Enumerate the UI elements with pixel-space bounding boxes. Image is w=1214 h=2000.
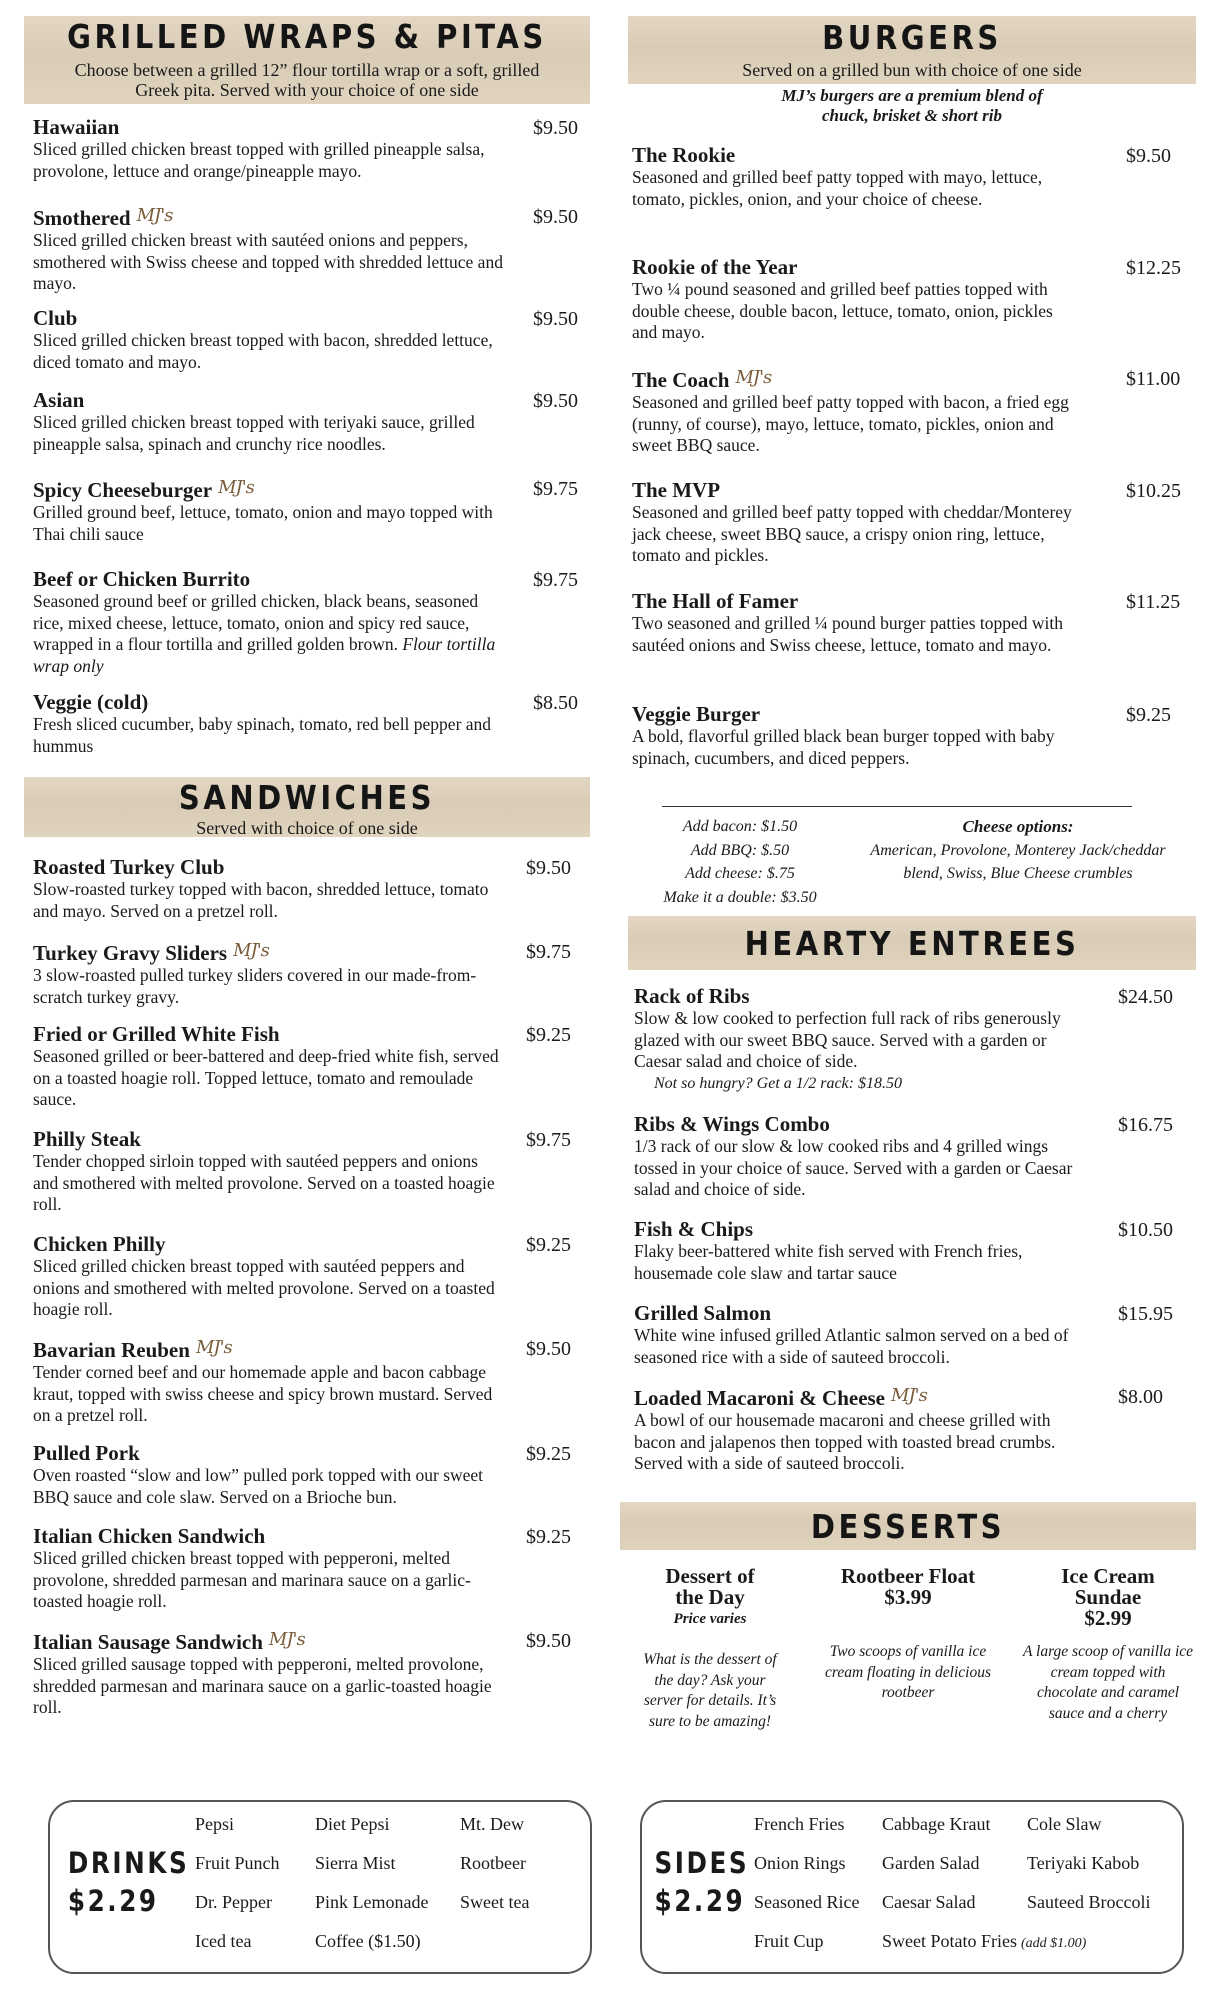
item-description-text: Sliced grilled chicken breast topped with teriyaki sauce, grilled pineapple salsa, spinach and crunchy rice noodles. [33, 412, 475, 454]
item-description-text: Slow & low cooked to perfection full rack of ribs generously glazed with our sweet BBQ sauce. Served with a garden or Caesar salad and choice of side. [634, 1008, 1061, 1071]
item-name-text: Rack of Ribs [634, 984, 750, 1008]
menu-item [33, 1023, 503, 1111]
item-name-text: The Rookie [632, 143, 736, 167]
addon-cheese: Add cheese: $.75 [685, 865, 795, 882]
side-item [882, 1892, 975, 1913]
signature-mark-icon: MJ's [268, 1629, 305, 1650]
menu-item [33, 1629, 503, 1719]
item-description [33, 591, 503, 677]
grid-item-label: Iced tea [195, 1931, 252, 1951]
item-name-text: Loaded Macaroni & Cheese [634, 1386, 886, 1410]
item-name [632, 703, 1072, 725]
dessert-description: What is the dessert of the day? Ask your server for details. It’s sure to be amazing! [643, 1651, 777, 1730]
item-note: Not so hungry? Get a 1/2 rack: $18.50 [654, 1074, 902, 1092]
item-name-text: Italian Sausage Sandwich [33, 1630, 263, 1654]
drink-item [315, 1892, 428, 1913]
dessert-price: Price varies [673, 1611, 747, 1627]
drink-item [315, 1814, 390, 1835]
item-price: $9.25 [1126, 704, 1171, 726]
grid-item-label: Mt. Dew [460, 1814, 524, 1834]
menu-item [632, 703, 1072, 769]
item-description-text: 3 slow-roasted pulled turkey sliders covered in our made-from-scratch turkey gravy. [33, 965, 477, 1007]
dessert-name-line2: $3.99 [884, 1585, 932, 1609]
grid-item-label: Sweet Potato Fries [882, 1931, 1017, 1951]
item-name [33, 389, 503, 411]
menu-item [632, 256, 1072, 344]
item-name [33, 1337, 503, 1361]
item-name-text: Fried or Grilled White Fish [33, 1022, 280, 1046]
item-price: $9.25 [526, 1234, 571, 1256]
item-description [33, 1362, 503, 1427]
grid-item-label: Dr. Pepper [195, 1892, 272, 1912]
cheese-options-line2: blend, Swiss, Blue Cheese crumbles [903, 865, 1133, 882]
item-description-text: Slow-roasted turkey topped with bacon, shredded lettuce, tomato and mayo. Served on a pretzel roll. [33, 879, 489, 921]
item-name-text: Roasted Turkey Club [33, 855, 225, 879]
item-name [33, 1023, 503, 1045]
item-description-text: Grilled ground beef, lettuce, tomato, onion and mayo topped with Thai chili sauce [33, 502, 493, 544]
item-description-text: Seasoned and grilled beef patty topped with bacon, a fried egg (runny, of course), mayo, lettuce, tomato, pickles, onion and sweet BBQ sauce. [632, 392, 1069, 455]
item-description-text: Sliced grilled chicken breast topped with grilled pineapple salsa, provolone, lettuce and orange/pineapple mayo. [33, 139, 485, 181]
entrees-title: HEARTY ENTREES [744, 924, 1080, 963]
item-price: $10.50 [1118, 1219, 1173, 1241]
item-name-text: The Hall of Famer [632, 589, 799, 613]
side-item [882, 1814, 990, 1835]
item-description-text: Tender chopped sirloin topped with sautéed peppers and onions and smothered with melted provolone. Served on a toasted hoagie roll. [33, 1151, 495, 1214]
item-price: $9.50 [533, 206, 578, 228]
item-name [33, 307, 503, 329]
item-name-text: Chicken Philly [33, 1232, 166, 1256]
item-price: $9.50 [526, 857, 571, 879]
item-description [33, 1151, 503, 1216]
dessert-of-the-day [630, 1566, 790, 1732]
addon-double: Make it a double: $3.50 [663, 888, 817, 906]
drink-item [195, 1814, 234, 1835]
burgers-banner [628, 16, 1196, 84]
drink-item [460, 1892, 529, 1913]
item-name-text: Ribs & Wings Combo [634, 1112, 830, 1136]
addons-divider [662, 806, 1132, 807]
item-price: $9.75 [526, 941, 571, 963]
drinks-price: $2.29 [67, 1884, 159, 1918]
side-item [1027, 1892, 1150, 1913]
item-note: Flour tortilla wrap only [33, 634, 496, 676]
item-name [632, 590, 1072, 612]
item-name [634, 1385, 1094, 1409]
item-price: $9.75 [533, 569, 578, 591]
grid-item-label: Sweet tea [460, 1892, 530, 1912]
item-price: $9.50 [533, 308, 578, 330]
side-item [882, 1931, 1086, 1952]
menu-item [33, 477, 503, 545]
item-name-text: Philly Steak [33, 1127, 141, 1151]
item-description [634, 1008, 1094, 1073]
entrees-banner [628, 916, 1196, 970]
item-description [33, 502, 503, 545]
item-description [33, 879, 503, 922]
item-name [632, 367, 1072, 391]
burgers-title: BURGERS [822, 18, 1002, 57]
menu-item [634, 985, 1094, 1093]
menu-item [632, 590, 1072, 656]
item-description-text: Sliced grilled chicken breast topped with bacon, shredded lettuce, diced tomato and mayo. [33, 330, 493, 372]
item-price: $9.25 [526, 1024, 571, 1046]
drink-item [195, 1892, 272, 1913]
item-price: $12.25 [1126, 257, 1181, 279]
item-name [634, 1302, 1094, 1324]
item-name-text: Turkey Gravy Sliders [33, 941, 228, 965]
grid-item-label: Fruit Punch [195, 1853, 280, 1873]
item-description-text: White wine infused grilled Atlantic salmon served on a bed of seasoned rice with a side of sauteed broccoli. [634, 1325, 1069, 1367]
item-description [634, 1410, 1094, 1475]
item-name [632, 256, 1072, 278]
item-description-text: Fresh sliced cucumber, baby spinach, tomato, red bell pepper and hummus [33, 714, 492, 756]
item-description [33, 1654, 503, 1719]
signature-mark-icon: MJ's [233, 940, 269, 961]
side-item [754, 1892, 859, 1913]
drinks-title: DRINKS [67, 1846, 190, 1880]
menu-item [33, 1525, 503, 1613]
burgers-subtitle: Served on a grilled bun with choice of one side [742, 60, 1082, 80]
grid-item-label: Pink Lemonade [315, 1892, 429, 1912]
item-description-text: Sliced grilled chicken breast topped with sautéed peppers and onions and smothered with melted provolone. Served on a toasted hoagie roll. [33, 1256, 495, 1319]
addons-list [640, 815, 840, 909]
dessert-name-line1: Rootbeer Float [840, 1564, 976, 1588]
grid-item-label: Cabbage Kraut [882, 1814, 991, 1834]
desserts-banner [620, 1502, 1196, 1550]
cheese-options [838, 815, 1198, 886]
desserts-title: DESSERTS [810, 1507, 1006, 1546]
drink-item [315, 1853, 396, 1874]
item-name [632, 479, 1072, 501]
grid-item-label: Onion Rings [754, 1853, 846, 1873]
menu-item [33, 1233, 503, 1321]
drink-item [195, 1853, 280, 1874]
item-description [33, 965, 503, 1008]
item-description [634, 1325, 1094, 1368]
item-name [634, 985, 1094, 1007]
item-price: $9.50 [533, 117, 578, 139]
item-description-text: Seasoned and grilled beef patty topped with cheddar/Monterey jack cheese, sweet BBQ sauce, a crispy onion ring, lettuce, tomato and pickles. [632, 502, 1072, 565]
item-name-text: Club [33, 306, 78, 330]
item-price: $16.75 [1118, 1114, 1173, 1136]
item-description-text: Two ¼ pound seasoned and grilled beef patties topped with double cheese, double bacon, lettuce, tomato, onion, pickles and mayo. [632, 279, 1053, 342]
item-price: $11.25 [1126, 591, 1181, 613]
item-description [632, 502, 1072, 567]
item-name [33, 940, 503, 964]
item-name-text: Grilled Salmon [634, 1301, 772, 1325]
item-price: $9.75 [526, 1129, 571, 1151]
item-description-text: Sliced grilled sausage topped with pepperoni, melted provolone, shredded parmesan and marinara sauce on a garlic-toasted hoagie roll. [33, 1654, 492, 1717]
dessert-name-line2: the Day [675, 1585, 745, 1609]
item-price: $9.50 [526, 1338, 571, 1360]
item-name [33, 1128, 503, 1150]
cheese-options-title: Cheese options: [962, 817, 1074, 836]
menu-item [632, 367, 1072, 457]
item-name [33, 477, 503, 501]
side-item [754, 1853, 846, 1874]
item-name [33, 1525, 503, 1547]
side-item [754, 1814, 844, 1835]
item-name [634, 1218, 1094, 1240]
ice-cream-sundae [1016, 1566, 1200, 1724]
grid-item-label: Diet Pepsi [315, 1814, 390, 1834]
dessert-name-line1: Ice Cream [1061, 1564, 1155, 1588]
item-description [632, 392, 1072, 457]
grid-item-label: Rootbeer [460, 1853, 526, 1873]
item-name [33, 205, 503, 229]
item-price: $8.50 [533, 692, 578, 714]
item-description-text: Flaky beer-battered white fish served with French fries, housemade cole slaw and tartar sauce [634, 1241, 1023, 1283]
dessert-description: Two scoops of vanilla ice cream floating in delicious rootbeer [824, 1643, 992, 1701]
menu-item [33, 691, 503, 757]
burgers-blend-line1: MJ’s burgers are a premium blend of [781, 86, 1043, 105]
item-name [33, 856, 503, 878]
item-price: $9.50 [533, 390, 578, 412]
menu-item [632, 479, 1072, 567]
item-description [33, 1046, 503, 1111]
sides-price: $2.29 [654, 1884, 746, 1918]
grid-item-label: Cole Slaw [1027, 1814, 1102, 1834]
side-item [754, 1931, 824, 1952]
rootbeer-float [808, 1566, 1008, 1704]
grid-item-label: Garden Salad [882, 1853, 980, 1873]
item-description-text: Tender corned beef and our homemade apple and bacon cabbage kraut, topped with swiss cheese and spicy brown mustard. Served on a pretzel roll. [33, 1362, 493, 1425]
item-description-text: Sliced grilled chicken breast with sautéed onions and peppers, smothered with Swiss cheese and topped with shredded lettuce and mayo. [33, 230, 503, 293]
grid-item-label: Seasoned Rice [754, 1892, 860, 1912]
signature-mark-icon: MJ's [735, 367, 772, 388]
addon-bbq: Add BBQ: $.50 [690, 841, 790, 859]
drink-item [315, 1931, 421, 1952]
item-description [632, 726, 1072, 769]
item-description [634, 1136, 1094, 1201]
item-name-text: Bavarian Reuben [33, 1338, 190, 1362]
sandwiches-banner [24, 777, 590, 837]
item-price: $9.25 [526, 1526, 571, 1548]
menu-item [33, 1337, 503, 1427]
item-price: $8.00 [1118, 1386, 1163, 1408]
item-name-text: Veggie Burger [632, 702, 761, 726]
cheese-options-line1: American, Provolone, Monterey Jack/cheddar [870, 841, 1166, 859]
item-name-text: Italian Chicken Sandwich [33, 1524, 266, 1548]
item-name [33, 1442, 503, 1464]
grid-item-label: French Fries [754, 1814, 845, 1834]
item-name-text: Smothered [33, 206, 131, 230]
grid-item-label: Fruit Cup [754, 1931, 824, 1951]
menu-item [33, 205, 503, 295]
item-name-text: Pulled Pork [33, 1441, 140, 1465]
item-description-text: 1/3 rack of our slow & low cooked ribs and 4 grilled wings tossed in your choice of sauce. Served with a garden or Caesar salad and choice of side. [634, 1136, 1073, 1199]
item-name-text: Asian [33, 388, 85, 412]
item-name-text: The Coach [632, 368, 730, 392]
signature-mark-icon: MJ's [218, 477, 254, 498]
item-name-text: Rookie of the Year [632, 255, 798, 279]
sandwiches-title: SANDWICHES [178, 778, 436, 817]
item-description [33, 1256, 503, 1321]
dessert-description: A large scoop of vanilla ice cream topped with chocolate and caramel sauce and a cherry [1022, 1643, 1194, 1722]
item-price: $10.25 [1126, 480, 1181, 502]
item-name-text: Hawaiian [33, 115, 120, 139]
item-description [634, 1241, 1094, 1284]
item-price: $15.95 [1118, 1303, 1173, 1325]
dessert-price: $2.99 [1084, 1606, 1132, 1630]
menu-item [634, 1385, 1094, 1475]
wraps-subtitle-line1: Choose between a grilled 12” flour tortilla wrap or a soft, grilled [74, 60, 540, 80]
grid-item-label: Teriyaki Kabob [1027, 1853, 1140, 1873]
grid-item-label: Sauteed Broccoli [1027, 1892, 1151, 1912]
item-price: $11.00 [1126, 368, 1181, 390]
item-name-text: Fish & Chips [634, 1217, 754, 1241]
item-description [33, 412, 503, 455]
menu-item [33, 389, 503, 455]
item-name [33, 116, 503, 138]
dessert-name-line1: Dessert of [665, 1564, 755, 1588]
item-description [33, 330, 503, 373]
drink-item [460, 1814, 524, 1835]
side-item [882, 1853, 979, 1874]
drinks-box [48, 1800, 592, 1974]
surcharge-note: (add $1.00) [1021, 1936, 1087, 1951]
menu-item [632, 144, 1072, 210]
item-description-text: A bowl of our housemade macaroni and cheese grilled with bacon and jalapenos then topped with toasted bread crumbs. Served with a side of sauteed broccoli. [634, 1410, 1056, 1473]
item-description [33, 1465, 503, 1508]
grid-item-label: Coffee ($1.50) [315, 1931, 421, 1951]
item-description [33, 230, 503, 295]
wraps-banner [24, 16, 590, 104]
sandwiches-subtitle: Served with choice of one side [196, 818, 418, 838]
item-name [634, 1113, 1094, 1135]
item-description [33, 1548, 503, 1613]
grid-item-label: Sierra Mist [315, 1853, 396, 1873]
menu-item [33, 307, 503, 373]
wraps-title: GRILLED WRAPS & PITAS [67, 17, 547, 56]
item-description-text: A bold, flavorful grilled black bean burger topped with baby spinach, cucumbers, and diced peppers. [632, 726, 1055, 768]
grid-item-label: Caesar Salad [882, 1892, 976, 1912]
item-price: $9.25 [526, 1443, 571, 1465]
signature-mark-icon: MJ's [891, 1385, 927, 1406]
item-price: $24.50 [1118, 986, 1173, 1008]
side-item [1027, 1814, 1102, 1835]
wraps-subtitle-line2: Greek pita. Served with your choice of one side [135, 80, 479, 100]
item-name-text: Beef or Chicken Burrito [33, 567, 251, 591]
item-name-text: The MVP [632, 478, 721, 502]
signature-mark-icon: MJ's [195, 1337, 232, 1358]
menu-item [33, 856, 503, 922]
item-name-text: Spicy Cheeseburger [33, 478, 213, 502]
item-description-text: Oven roasted “slow and low” pulled pork topped with our sweet BBQ sauce and cole slaw. Served on a Brioche bun. [33, 1465, 484, 1507]
sides-box [640, 1800, 1184, 1974]
item-description-text: Sliced grilled chicken breast topped with pepperoni, melted provolone, shredded parmesan and marinara sauce on a garlic-toasted hoagie roll. [33, 1548, 471, 1611]
menu-item [634, 1218, 1094, 1284]
grid-item-label: Pepsi [195, 1814, 235, 1834]
item-description-text: Seasoned and grilled beef patty topped with mayo, lettuce, tomato, pickles, onion, and your choice of cheese. [632, 167, 1043, 209]
menu-item [33, 568, 503, 677]
item-name [33, 691, 503, 713]
drink-item [195, 1931, 251, 1952]
item-name-text: Veggie (cold) [33, 690, 149, 714]
signature-mark-icon: MJ's [136, 205, 173, 226]
burgers-blend-line2: chuck, brisket & short rib [822, 106, 1002, 125]
item-price: $9.75 [533, 478, 578, 500]
side-item [1027, 1853, 1139, 1874]
menu-item [33, 1442, 503, 1508]
item-description-text: Seasoned ground beef or grilled chicken, black beans, seasoned rice, mixed cheese, lettuce, tomato, onion and spicy red sauce, wrapped in a flour tortilla and grilled golden brown. [33, 591, 479, 654]
item-name [632, 144, 1072, 166]
item-name [33, 1233, 503, 1255]
item-price: $9.50 [526, 1630, 571, 1652]
item-description [632, 279, 1072, 344]
dessert-name-line2: Sundae [1074, 1585, 1142, 1609]
menu-item [634, 1302, 1094, 1368]
menu-item [33, 1128, 503, 1216]
item-description-text: Seasoned grilled or beer-battered and deep-fried white fish, served on a toasted hoagie roll. Topped lettuce, tomato and remoulade sauce. [33, 1046, 499, 1109]
drink-item [460, 1853, 526, 1874]
menu-item [33, 940, 503, 1008]
item-name [33, 568, 503, 590]
burgers-blend-note [628, 86, 1196, 126]
sides-title: SIDES [654, 1846, 750, 1880]
menu-item [634, 1113, 1094, 1201]
item-description [33, 139, 503, 182]
item-description [632, 613, 1072, 656]
item-description [33, 714, 503, 757]
item-price: $9.50 [1126, 145, 1171, 167]
item-description [632, 167, 1072, 210]
addon-bacon: Add bacon: $1.50 [682, 818, 798, 835]
item-name [33, 1629, 503, 1653]
item-description-text: Two seasoned and grilled ¼ pound burger patties topped with sautéed onions and Swiss cheese, lettuce, tomato and mayo. [632, 613, 1064, 655]
menu-item [33, 116, 503, 182]
